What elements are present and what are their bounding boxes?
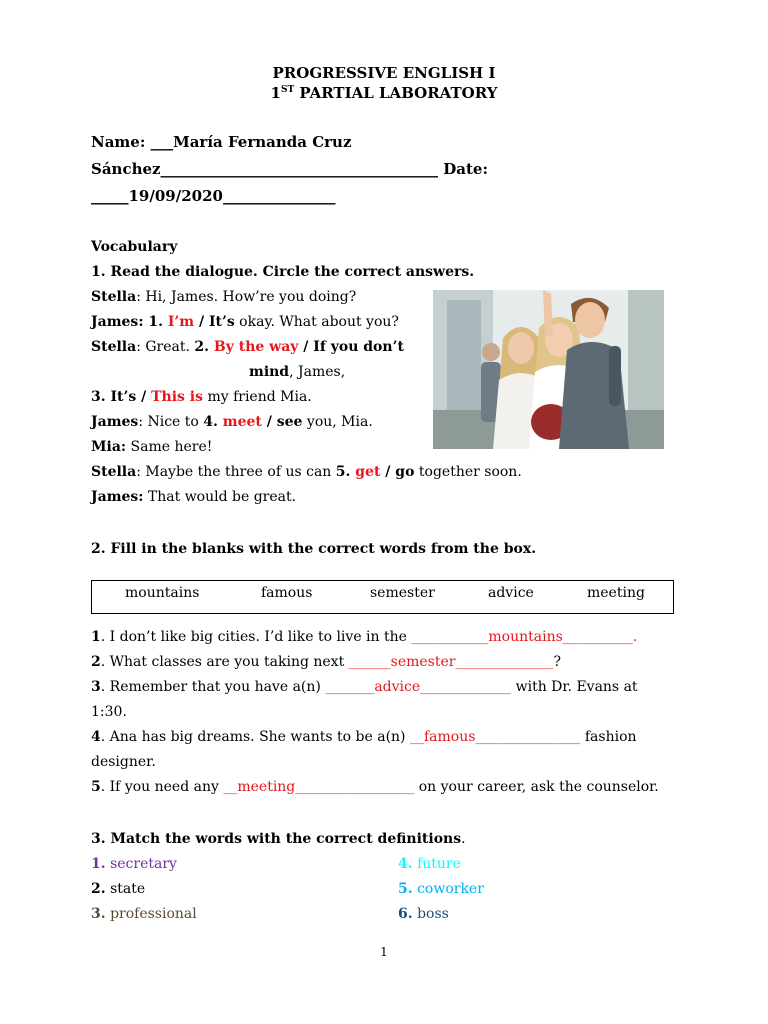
dialogue-line-2 [91,314,399,330]
subtitle-number: 1 [270,84,281,102]
dialogue-text: you, Mia. [302,414,373,430]
sentence-1 [91,629,637,645]
answer-blank: __famous_______________ [409,729,581,745]
selected-answer: By the way [209,339,299,355]
selected-answer: This is [151,389,203,405]
instruction-text: 3. Match the words with the correct definitions [91,831,462,847]
sentence-4-cont: designer. [91,754,156,770]
word-box-item: mountains [125,585,200,601]
option-alt: / go [380,464,415,480]
instruction-period: . [461,831,466,847]
speaker-mia: Mia: [91,439,127,455]
student-surname-date-line: Sánchez_____________________________________ Date: [91,160,489,178]
page-number: 1 [380,945,388,959]
word-box-item: semester [370,585,435,601]
dialogue-line-8 [91,489,296,505]
document-subtitle [0,84,768,102]
speaker-james: James: [91,489,144,505]
exercise-2-instruction: 2. Fill in the blanks with the correct words from the box. [91,541,537,557]
student-name-line: Name: ___María Fernanda Cruz [91,133,352,151]
dialogue-line-3-cont [249,364,345,380]
option-alt: 3. It’s / [91,389,152,405]
match-right-item-4 [398,856,461,872]
word-box-item: famous [261,585,313,601]
students-illustration [433,290,664,449]
dialogue-line-5 [91,414,373,430]
sentence-number: 1 [91,629,101,645]
sentence-number: 5 [91,779,101,795]
word-box [91,580,674,614]
students-photo [433,290,664,449]
subtitle-superscript: ST [280,85,295,95]
match-word: secretary [105,856,177,872]
dialogue-text: : Hi, James. How’re you doing? [136,289,357,305]
answer-blank: ___________mountains__________. [411,629,638,645]
dialogue-text: : Nice to [138,414,204,430]
selected-answer: get [350,464,381,480]
match-word: professional [105,906,197,922]
speaker-stella: Stella [91,339,137,355]
match-left-item-1 [91,856,177,872]
match-right-item-5 [398,881,484,897]
match-number: 4. [398,856,413,872]
dialogue-text: : Maybe the three of us can [136,464,336,480]
sentence-text: fashion [580,729,637,745]
dialogue-text: , James, [289,364,346,380]
sentence-text: . What classes are you taking next [100,654,349,670]
dialogue-line-4 [91,389,312,405]
answer-blank: __meeting_________________ [223,779,415,795]
dialogue-text: Same here! [126,439,213,455]
match-word: boss [412,906,449,922]
sentence-5 [91,779,659,795]
sentence-4 [91,729,637,745]
dialogue-line-6 [91,439,212,455]
selected-answer: meet [217,414,262,430]
dialogue-text: okay. What about you? [234,314,399,330]
match-word: coworker [412,881,484,897]
dialogue-line-3 [91,339,404,355]
date-line: _____19/09/2020_______________ [91,187,336,205]
answer-blank: _______advice_____________ [325,679,512,695]
option-alt: / see [261,414,303,430]
word-box-item: meeting [587,585,645,601]
item-number: 4. [203,414,218,430]
document-title: PROGRESSIVE ENGLISH I [272,64,496,82]
dialogue-text: : Great. [136,339,195,355]
sentence-2 [91,654,561,670]
match-number: 2. [91,881,106,897]
exercise-1-instruction: 1. Read the dialogue. Circle the correct answers. [91,264,475,280]
vocabulary-heading: Vocabulary [91,239,178,255]
sentence-3 [91,679,638,695]
speaker-stella: Stella [91,464,137,480]
option-alt: / It’s [194,314,235,330]
sentence-text: . I don’t like big cities. I’d like to live in the [100,629,412,645]
selected-answer: I’m [167,314,195,330]
sentence-number: 2 [91,654,101,670]
subtitle-text: PARTIAL LABORATORY [294,84,498,102]
speaker-james: James [91,314,139,330]
dialogue-text: my friend Mia. [203,389,312,405]
sentence-number: 4 [91,729,101,745]
sentence-text: . If you need any [100,779,224,795]
sentence-text: on your career, ask the counselor. [414,779,659,795]
dialogue-text: together soon. [414,464,522,480]
exercise-3-instruction [91,831,466,847]
match-number: 3. [91,906,106,922]
match-word: future [412,856,461,872]
sentence-text: ? [553,654,561,670]
item-number: 5. [335,464,351,480]
word-box-item: advice [488,585,534,601]
dialogue-line-1 [91,289,356,305]
sentence-text: . Remember that you have a(n) [100,679,326,695]
sentence-text: . Ana has big dreams. She wants to be a(n) [100,729,410,745]
match-number: 1. [91,856,106,872]
match-left-item-2 [91,881,145,897]
dialogue-line-7 [91,464,522,480]
match-right-item-6 [398,906,449,922]
match-number: 5. [398,881,413,897]
option-alt: / If you don’t [298,339,404,355]
match-word: state [105,881,146,897]
sentence-text: with Dr. Evans at [511,679,638,695]
sentence-3-cont: 1:30. [91,704,127,720]
answer-blank: ______semester______________ [348,654,554,670]
match-left-item-3 [91,906,197,922]
option-alt-cont: mind [249,364,290,380]
item-number: 2. [194,339,210,355]
speaker-james: James [91,414,139,430]
sentence-number: 3 [91,679,101,695]
item-number: : 1. [138,314,168,330]
dialogue-text: That would be great. [143,489,297,505]
match-number: 6. [398,906,413,922]
speaker-stella: Stella [91,289,137,305]
